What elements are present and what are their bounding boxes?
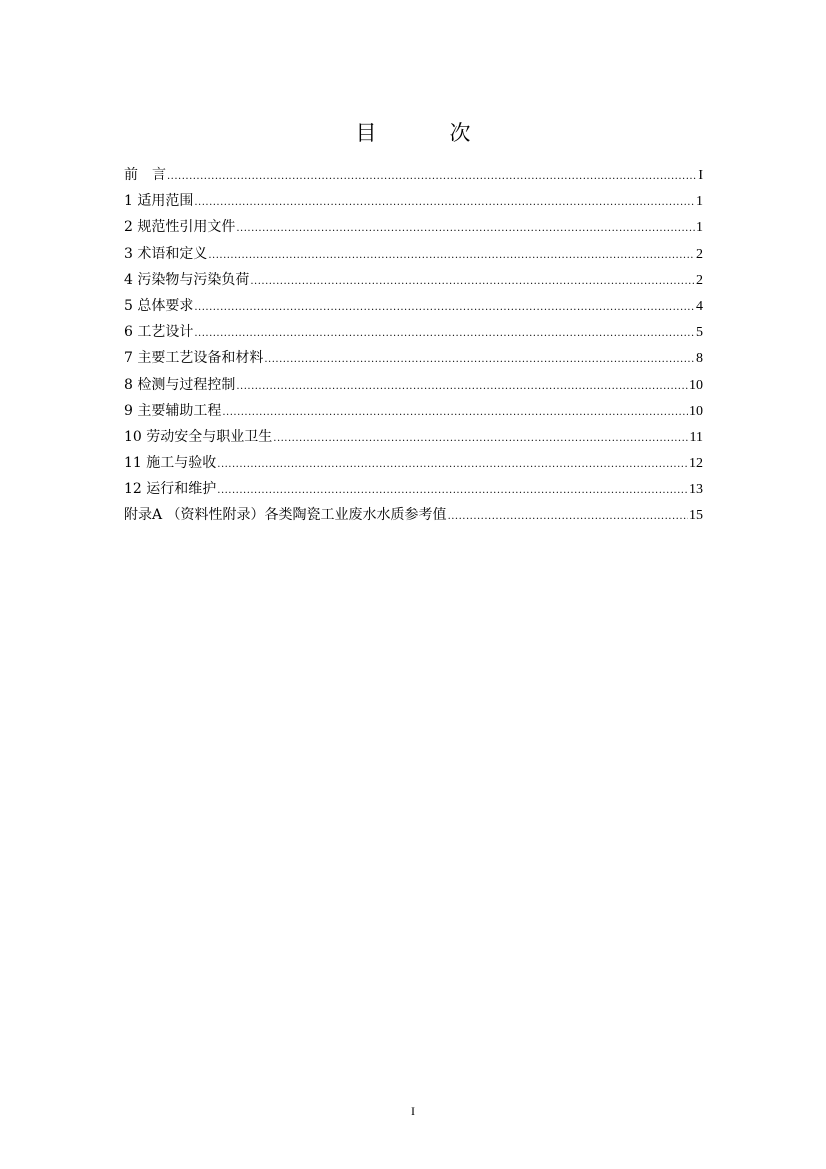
toc-leader-dots [250,269,695,295]
toc-entry-terms-definitions[interactable] [124,241,703,267]
toc-entry-equipment-materials[interactable] [124,345,703,371]
toc-entry-label: 3 术语和定义 [124,245,208,262]
toc-entry-label: 11 施工与验收 [124,455,217,472]
toc-entry-label: 8 检测与过程控制 [124,376,236,393]
toc-entry-page: 2 [696,272,703,288]
toc-entry-label: 6 工艺设计 [124,324,194,341]
toc-entry-page: 4 [696,298,703,314]
toc-entry-label: 7 主要工艺设备和材料 [124,350,264,367]
toc-entry-label: 2 规范性引用文件 [124,219,236,236]
toc-entry-detection-control[interactable] [124,372,703,398]
toc-leader-dots [167,164,697,190]
toc-entry-label: 前 言 [124,167,166,183]
table-of-contents [124,162,703,529]
toc-entry-page: 8 [696,351,703,367]
toc-leader-dots [236,374,688,400]
toc-entry-page: 15 [689,508,703,524]
toc-leader-dots [448,504,688,530]
toc-entry-page: 1 [696,220,703,236]
toc-entry-label: 1 适用范围 [124,193,194,210]
toc-entry-page: 10 [689,403,703,419]
toc-leader-dots [217,478,688,504]
toc-entry-page: 11 [689,429,703,445]
toc-entry-labor-safety[interactable] [124,424,703,450]
toc-entry-auxiliary-engineering[interactable] [124,398,703,424]
toc-entry-page: 2 [696,246,703,262]
page-title: 目 次 [355,121,497,145]
toc-entry-foreword[interactable] [124,162,703,188]
toc-entry-page: 5 [696,325,703,341]
toc-entry-page: I [698,168,703,183]
toc-entry-label: 12 运行和维护 [124,481,217,498]
toc-leader-dots [217,452,688,478]
toc-leader-dots [264,347,695,373]
toc-entry-label: 附录A （资料性附录）各类陶瓷工业废水水质参考值 [124,507,447,524]
toc-entry-label: 9 主要辅助工程 [124,402,222,419]
toc-entry-normative-references[interactable] [124,214,703,240]
toc-entry-construction-acceptance[interactable] [124,450,703,476]
toc-entry-process-design[interactable] [124,319,703,345]
toc-entry-page: 13 [689,482,703,498]
toc-leader-dots [222,400,688,426]
toc-leader-dots [236,216,695,242]
toc-leader-dots [194,321,695,347]
toc-entry-general-requirements[interactable] [124,293,703,319]
toc-entry-appendix-a[interactable] [124,502,703,528]
toc-entry-page: 12 [689,456,703,472]
toc-leader-dots [194,295,695,321]
toc-leader-dots [273,426,688,452]
toc-entry-label: 4 污染物与污染负荷 [124,271,250,288]
toc-leader-dots [208,243,695,269]
toc-entry-operation-maintenance[interactable] [124,476,703,502]
toc-entry-page: 10 [689,377,703,393]
toc-entry-label: 5 总体要求 [124,297,194,314]
toc-entry-page: 1 [696,194,703,210]
toc-leader-dots [194,190,695,216]
toc-entry-pollutants[interactable] [124,267,703,293]
toc-entry-scope[interactable] [124,188,703,214]
page-number: I [411,1104,415,1118]
toc-entry-label: 10 劳动安全与职业卫生 [124,428,273,445]
